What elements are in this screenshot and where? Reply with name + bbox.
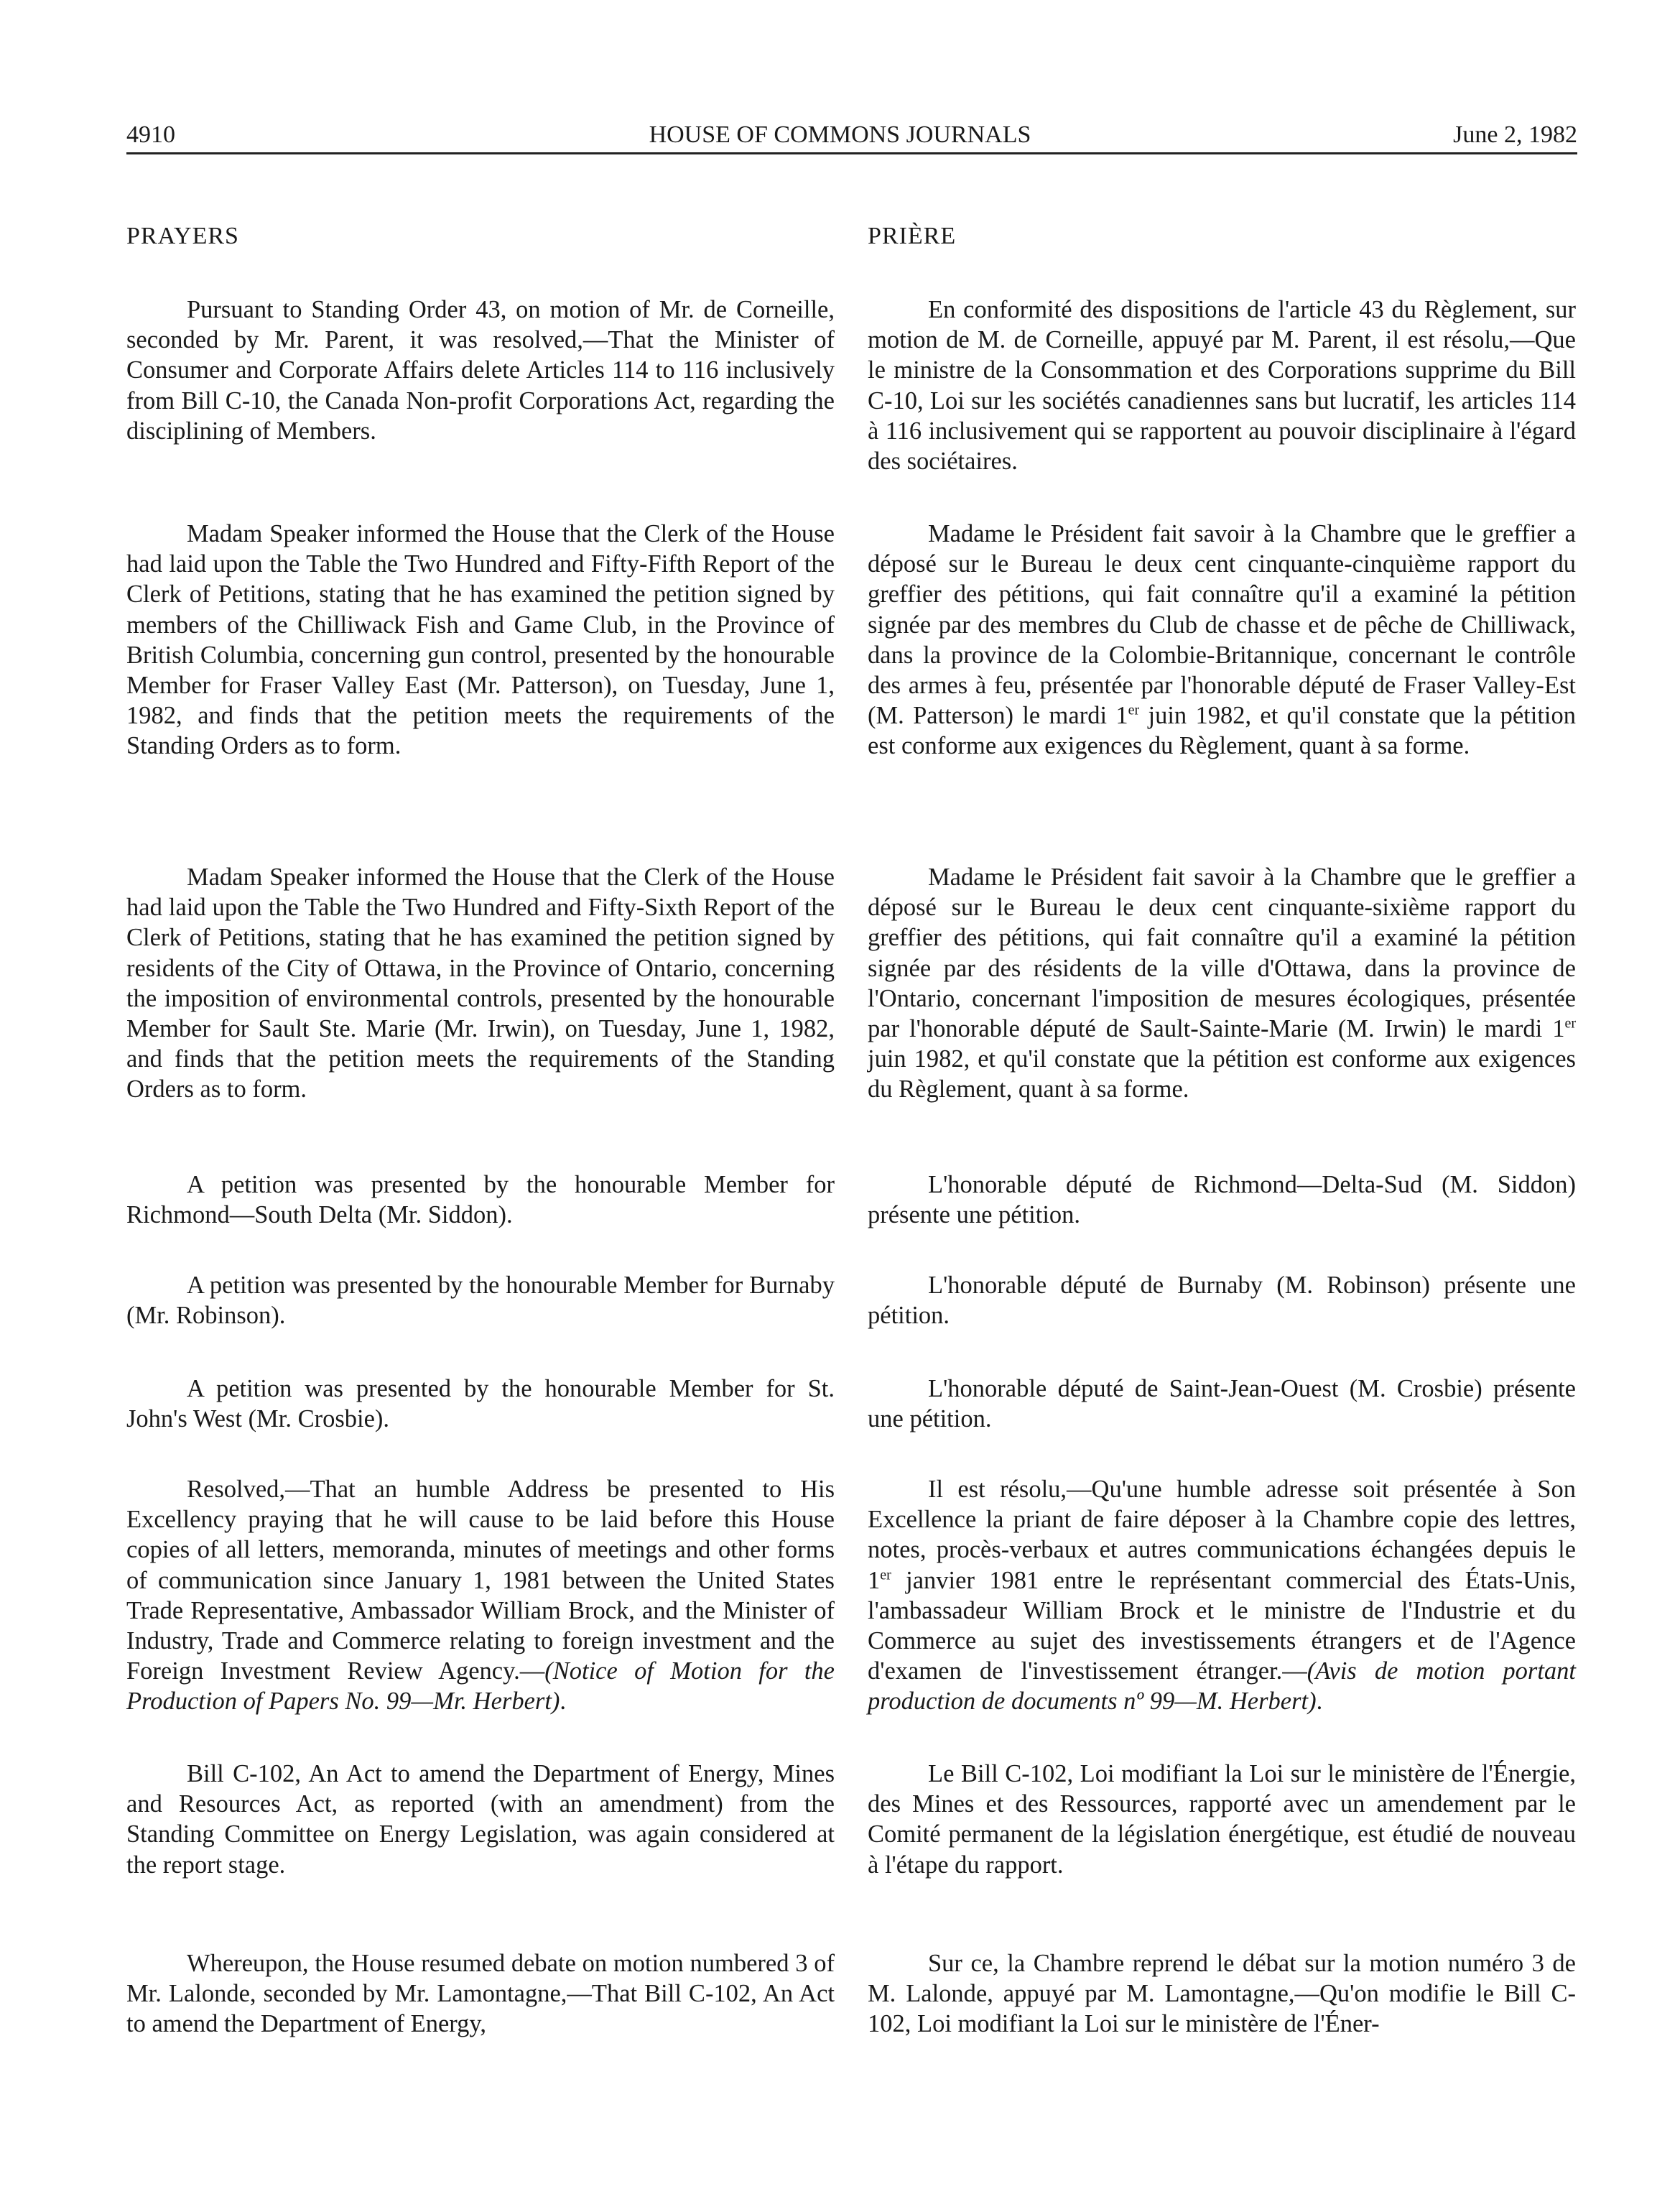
fr-paragraph-report-256	[868, 862, 1576, 1105]
fr-ordinal-sup: er	[880, 1567, 891, 1583]
en-paragraph-motion-corneille: Pursuant to Standing Order 43, on motion of Mr. de Corneille, seconded by Mr. Parent, it was resolved,—That the Minister of Consumer and Corporate Affairs delete Articles 114 to 116 inclusively from Bill C-10, the Canada Non-profit Corporations Act, regarding the disciplining of Members.	[126, 296, 835, 445]
en-paragraph-bill-c102: Bill C-102, An Act to amend the Department of Energy, Mines and Resources Act, as reported (with an amendment) from the Standing Committee on Energy Legislation, was again considered at the report stage.	[126, 1760, 835, 1879]
fr-resolution-text-cont: janvier 1981 entre le représentant commercial des États-Unis, l'ambassadeur William Brock et le ministre de l'Industrie et du Commerce au sujet des investissements étrangers et de l'Agence d'examen de l'investissement étranger.—	[868, 1566, 1576, 1685]
fr-paragraph-resumed-debate: Sur ce, la Chambre reprend le débat sur la motion numéro 3 de M. Lalonde, appuyé par M. Lamontagne,—Qu'on modifie le Bill C-102, Loi modifiant la Loi sur le ministère de l'Éner-	[868, 1950, 1576, 2038]
en-paragraph-petition-crosbie: A petition was presented by the honourable Member for St. John's West (Mr. Crosbie).	[126, 1375, 835, 1433]
page-number: 4910	[126, 121, 175, 148]
en-paragraph-report-255: Madam Speaker informed the House that the Clerk of the House had laid upon the Table the Two Hundred and Fifty-Fifth Report of the Clerk of Petitions, stating that he has examined the petition signed by members of the Chilliwack Fish and Game Club, in the Province of British Columbia, concerning gun control, presented by the honourable Member for Fraser Valley East (Mr. Patterson), on Tuesday, June 1, 1982, and finds that the petition meets the requirements of the Standing Orders as to form.	[126, 520, 835, 760]
fr-paragraph-bill-c102: Le Bill C-102, Loi modifiant la Loi sur le ministère de l'Énergie, des Mines et des Ressources, rapporté avec un amendement par le Comité permanent de la législation énergétique, est étudié de nouveau à l'étape du rapport.	[868, 1760, 1576, 1879]
heading-english: PRAYERS	[126, 223, 239, 249]
fr-report-256-text: Madame le Président fait savoir à la Chambre que le greffier a déposé sur le Bureau le deux cent cinquante-sixième rapport du greffier des pétitions, qui fait connaître qu'il a examiné la pétition signée par des résidents de la ville d'Ottawa, dans la province de l'Ontario, concernant l'imposition de mesures écologiques, présentée par l'honorable député de Sault-Sainte-Marie (M. Irwin) le mardi 1	[868, 864, 1576, 1043]
fr-resolution-end: .	[1316, 1688, 1323, 1716]
fr-report-255-text: Madame le Président fait savoir à la Chambre que le greffier a déposé sur le Bureau le deux cent cinquante-cinquième rapport du greffier des pétitions, qui fait connaître qu'il a examiné la pétition signée par des membres du Club de chasse et de pêche de Chilliwack, dans la province de la Colombie-Britannique, concernant le contrôle des armes à feu, présentée par l'honorable député de Fraser Valley-Est (M. Patterson) le mardi 1	[868, 520, 1576, 730]
fr-paragraph-petition-siddon: L'honorable député de Richmond—Delta-Sud (M. Siddon) présente une pétition.	[868, 1171, 1576, 1229]
fr-ordinal-sup: er	[1128, 702, 1140, 718]
en-paragraph-resumed-debate: Whereupon, the House resumed debate on motion numbered 3 of Mr. Lalonde, seconded by Mr. Lamontagne,—That Bill C-102, An Act to amend the Department of Energy,	[126, 1950, 835, 2038]
fr-notice-of-motion: (Avis de motion portant production de documents nº 99—M. Herbert)	[868, 1657, 1577, 1716]
en-resolution-text: Resolved,—That an humble Address be presented to His Excellency praying that he will cause to be laid before this House copies of all letters, memoranda, minutes of meetings and other forms of communication since January 1, 1981 between the United States Trade Representative, Ambassador William Brock, and the Minister of Industry, Trade and Commerce relating to foreign investment and the Foreign Investment Review Agency.—	[126, 1476, 835, 1685]
header-rule	[126, 152, 1577, 154]
fr-paragraph-petition-crosbie: L'honorable député de Saint-Jean-Ouest (M. Crosbie) présente une pétition.	[868, 1375, 1576, 1433]
fr-report-255-text-end: juin 1982, et qu'il constate que la pétition est conforme aux exigences du Règlement, quant à sa forme.	[868, 702, 1576, 760]
en-paragraph-address-resolution	[126, 1474, 835, 1717]
fr-resolution-text: Il est résolu,—Qu'une humble adresse soit présentée à Son Excellence la priant de faire déposer à la Chambre copie des lettres, notes, procès-verbaux et autres communications échangées depuis le 1	[868, 1476, 1576, 1594]
issue-date: June 2, 1982	[1453, 121, 1577, 148]
fr-ordinal-sup: er	[1564, 1015, 1576, 1032]
en-resolution-end: .	[560, 1688, 567, 1716]
fr-paragraph-address-resolution	[868, 1474, 1576, 1717]
fr-paragraph-report-255	[868, 519, 1576, 762]
heading-french: PRIÈRE	[868, 223, 957, 249]
en-paragraph-petition-robinson: A petition was presented by the honourable Member for Burnaby (Mr. Robinson).	[126, 1272, 835, 1330]
en-notice-of-motion: (Notice of Motion for the Production of Papers No. 99—Mr. Herbert)	[126, 1657, 835, 1716]
en-paragraph-report-256: Madam Speaker informed the House that the Clerk of the House had laid upon the Table the Two Hundred and Fifty-Sixth Report of the Clerk of Petitions, stating that he has examined the petition signed by residents of the City of Ottawa, in the Province of Ontario, concerning the imposition of environmental controls, presented by the honourable Member for Sault Ste. Marie (Mr. Irwin), on Tuesday, June 1, 1982, and finds that the petition meets the requirements of the Standing Orders as to form.	[126, 864, 835, 1103]
en-paragraph-petition-siddon: A petition was presented by the honourable Member for Richmond—South Delta (Mr. Siddon).	[126, 1171, 835, 1229]
fr-paragraph-motion-corneille: En conformité des dispositions de l'article 43 du Règlement, sur motion de M. de Corneille, appuyé par M. Parent, il est résolu,—Que le ministre de la Consommation et des Corporations supprime du Bill C-10, Loi sur les sociétés canadiennes sans but lucratif, les articles 114 à 116 inclusivement qui se rapportent au pouvoir disciplinaire à l'égard des sociétaires.	[868, 296, 1576, 476]
fr-report-256-text-end: juin 1982, et qu'il constate que la pétition est conforme aux exigences du Règlement, quant à sa forme.	[868, 1045, 1576, 1103]
fr-paragraph-petition-robinson: L'honorable député de Burnaby (M. Robinson) présente une pétition.	[868, 1272, 1576, 1330]
journal-title: HOUSE OF COMMONS JOURNALS	[649, 121, 1031, 148]
